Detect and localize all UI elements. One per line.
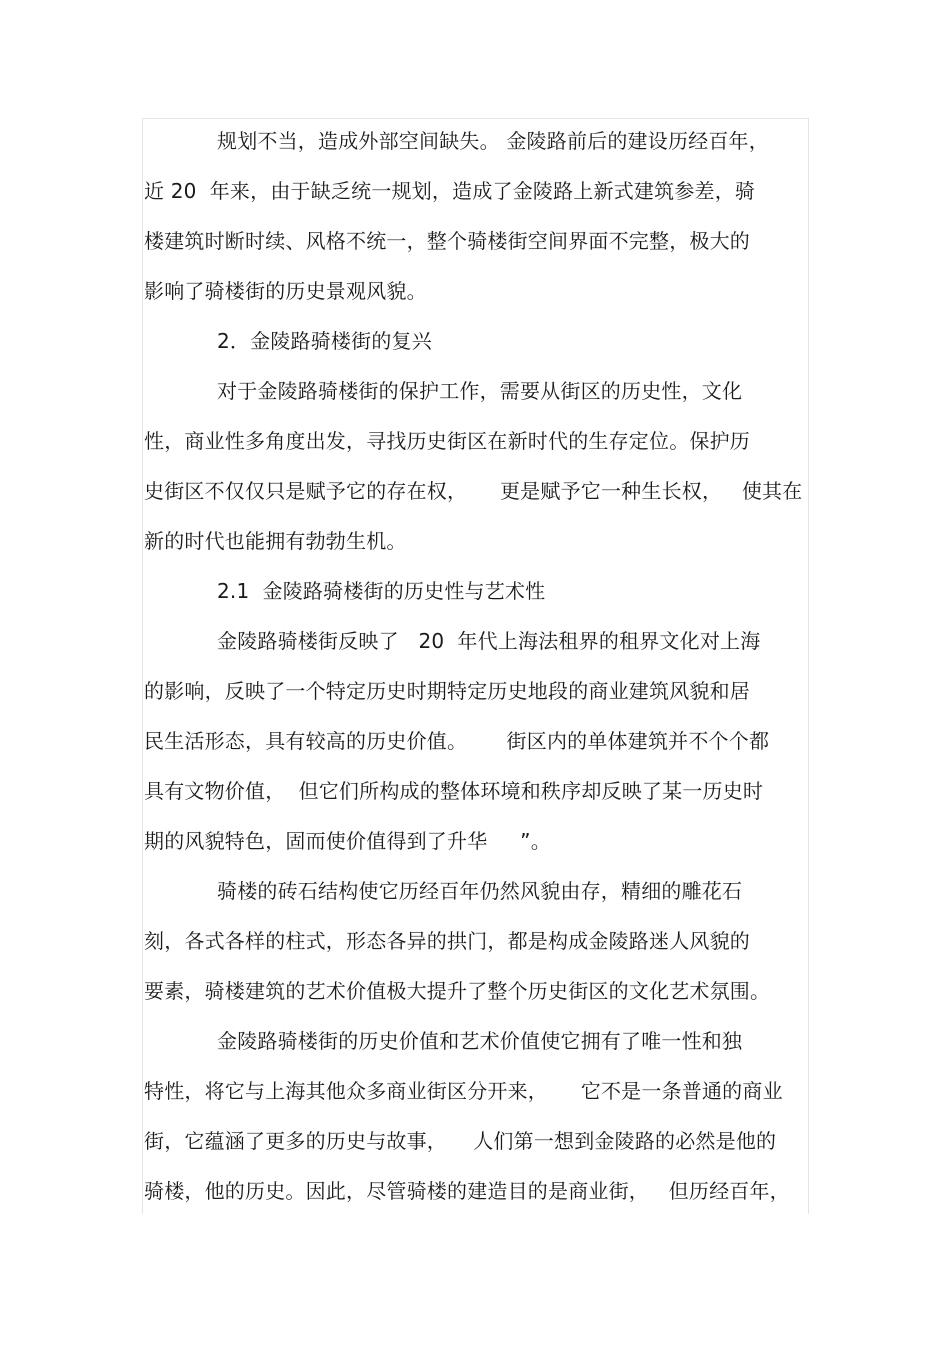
text-line: 骑楼的砖石结构使它历经百年仍然风貌由存，精细的雕花石 (217, 879, 743, 903)
text-line: 期的风貌特色，固而使价值得到了升华 ”。 (144, 829, 551, 853)
text-line: 对于金陵路骑楼街的保护工作，需要从街区的历史性，文化 (217, 379, 743, 403)
text-line: 近 20 年来，由于缺乏统一规划，造成了金陵路上新式建筑参差，骑 (144, 179, 756, 203)
text-line: 骑楼，他的历史。因此，尽管骑楼的建造目的是商业街， 但历经百年， (144, 1179, 790, 1203)
text-line: 金陵路骑楼街反映了 20 年代上海法租界的租界文化对上海 (217, 629, 761, 653)
text-line: 新的时代也能拥有勃勃生机。 (144, 529, 407, 553)
text-line: 影响了骑楼街的历史景观风貌。 (144, 279, 427, 303)
text-line: 刻，各式各样的柱式，形态各异的拱门，都是构成金陵路迷人风貌的 (144, 929, 750, 953)
text-line: 街，它蕴涵了更多的历史与故事， 人们第一想到金陵路的必然是他的 (144, 1129, 777, 1153)
text-line: 特性，将它与上海其他众多商业街区分开来， 它不是一条普通的商业 (144, 1079, 783, 1103)
text-line: 性，商业性多角度出发，寻找历史街区在新时代的生存定位。保护历 (144, 429, 750, 453)
text-line: 金陵路骑楼街的历史价值和艺术价值使它拥有了唯一性和独 (217, 1029, 743, 1053)
text-line: 规划不当，造成外部空间缺失。 金陵路前后的建设历经百年， (217, 129, 769, 153)
text-line: 的影响，反映了一个特定历史时期特定历史地段的商业建筑风貌和居 (144, 679, 750, 703)
text-line: 民生活形态，具有较高的历史价值。 街区内的单体建筑并不个个都 (144, 729, 770, 753)
text-line: 楼建筑时断时续、风格不统一，整个骑楼街空间界面不完整，极大的 (144, 229, 750, 253)
text-line: 要素，骑楼建筑的艺术价值极大提升了整个历史街区的文化艺术氛围。 (144, 979, 771, 1003)
section-heading: 2．金陵路骑楼街的复兴 (217, 329, 432, 353)
text-line: 史街区不仅仅只是赋予它的存在权， 更是赋予它一种生长权， 使其在 (144, 479, 803, 503)
subsection-heading: 2.1 金陵路骑楼街的历史性与艺术性 (217, 579, 546, 603)
text-line: 具有文物价值， 但它们所构成的整体环境和秩序却反映了某一历史时 (144, 779, 764, 803)
